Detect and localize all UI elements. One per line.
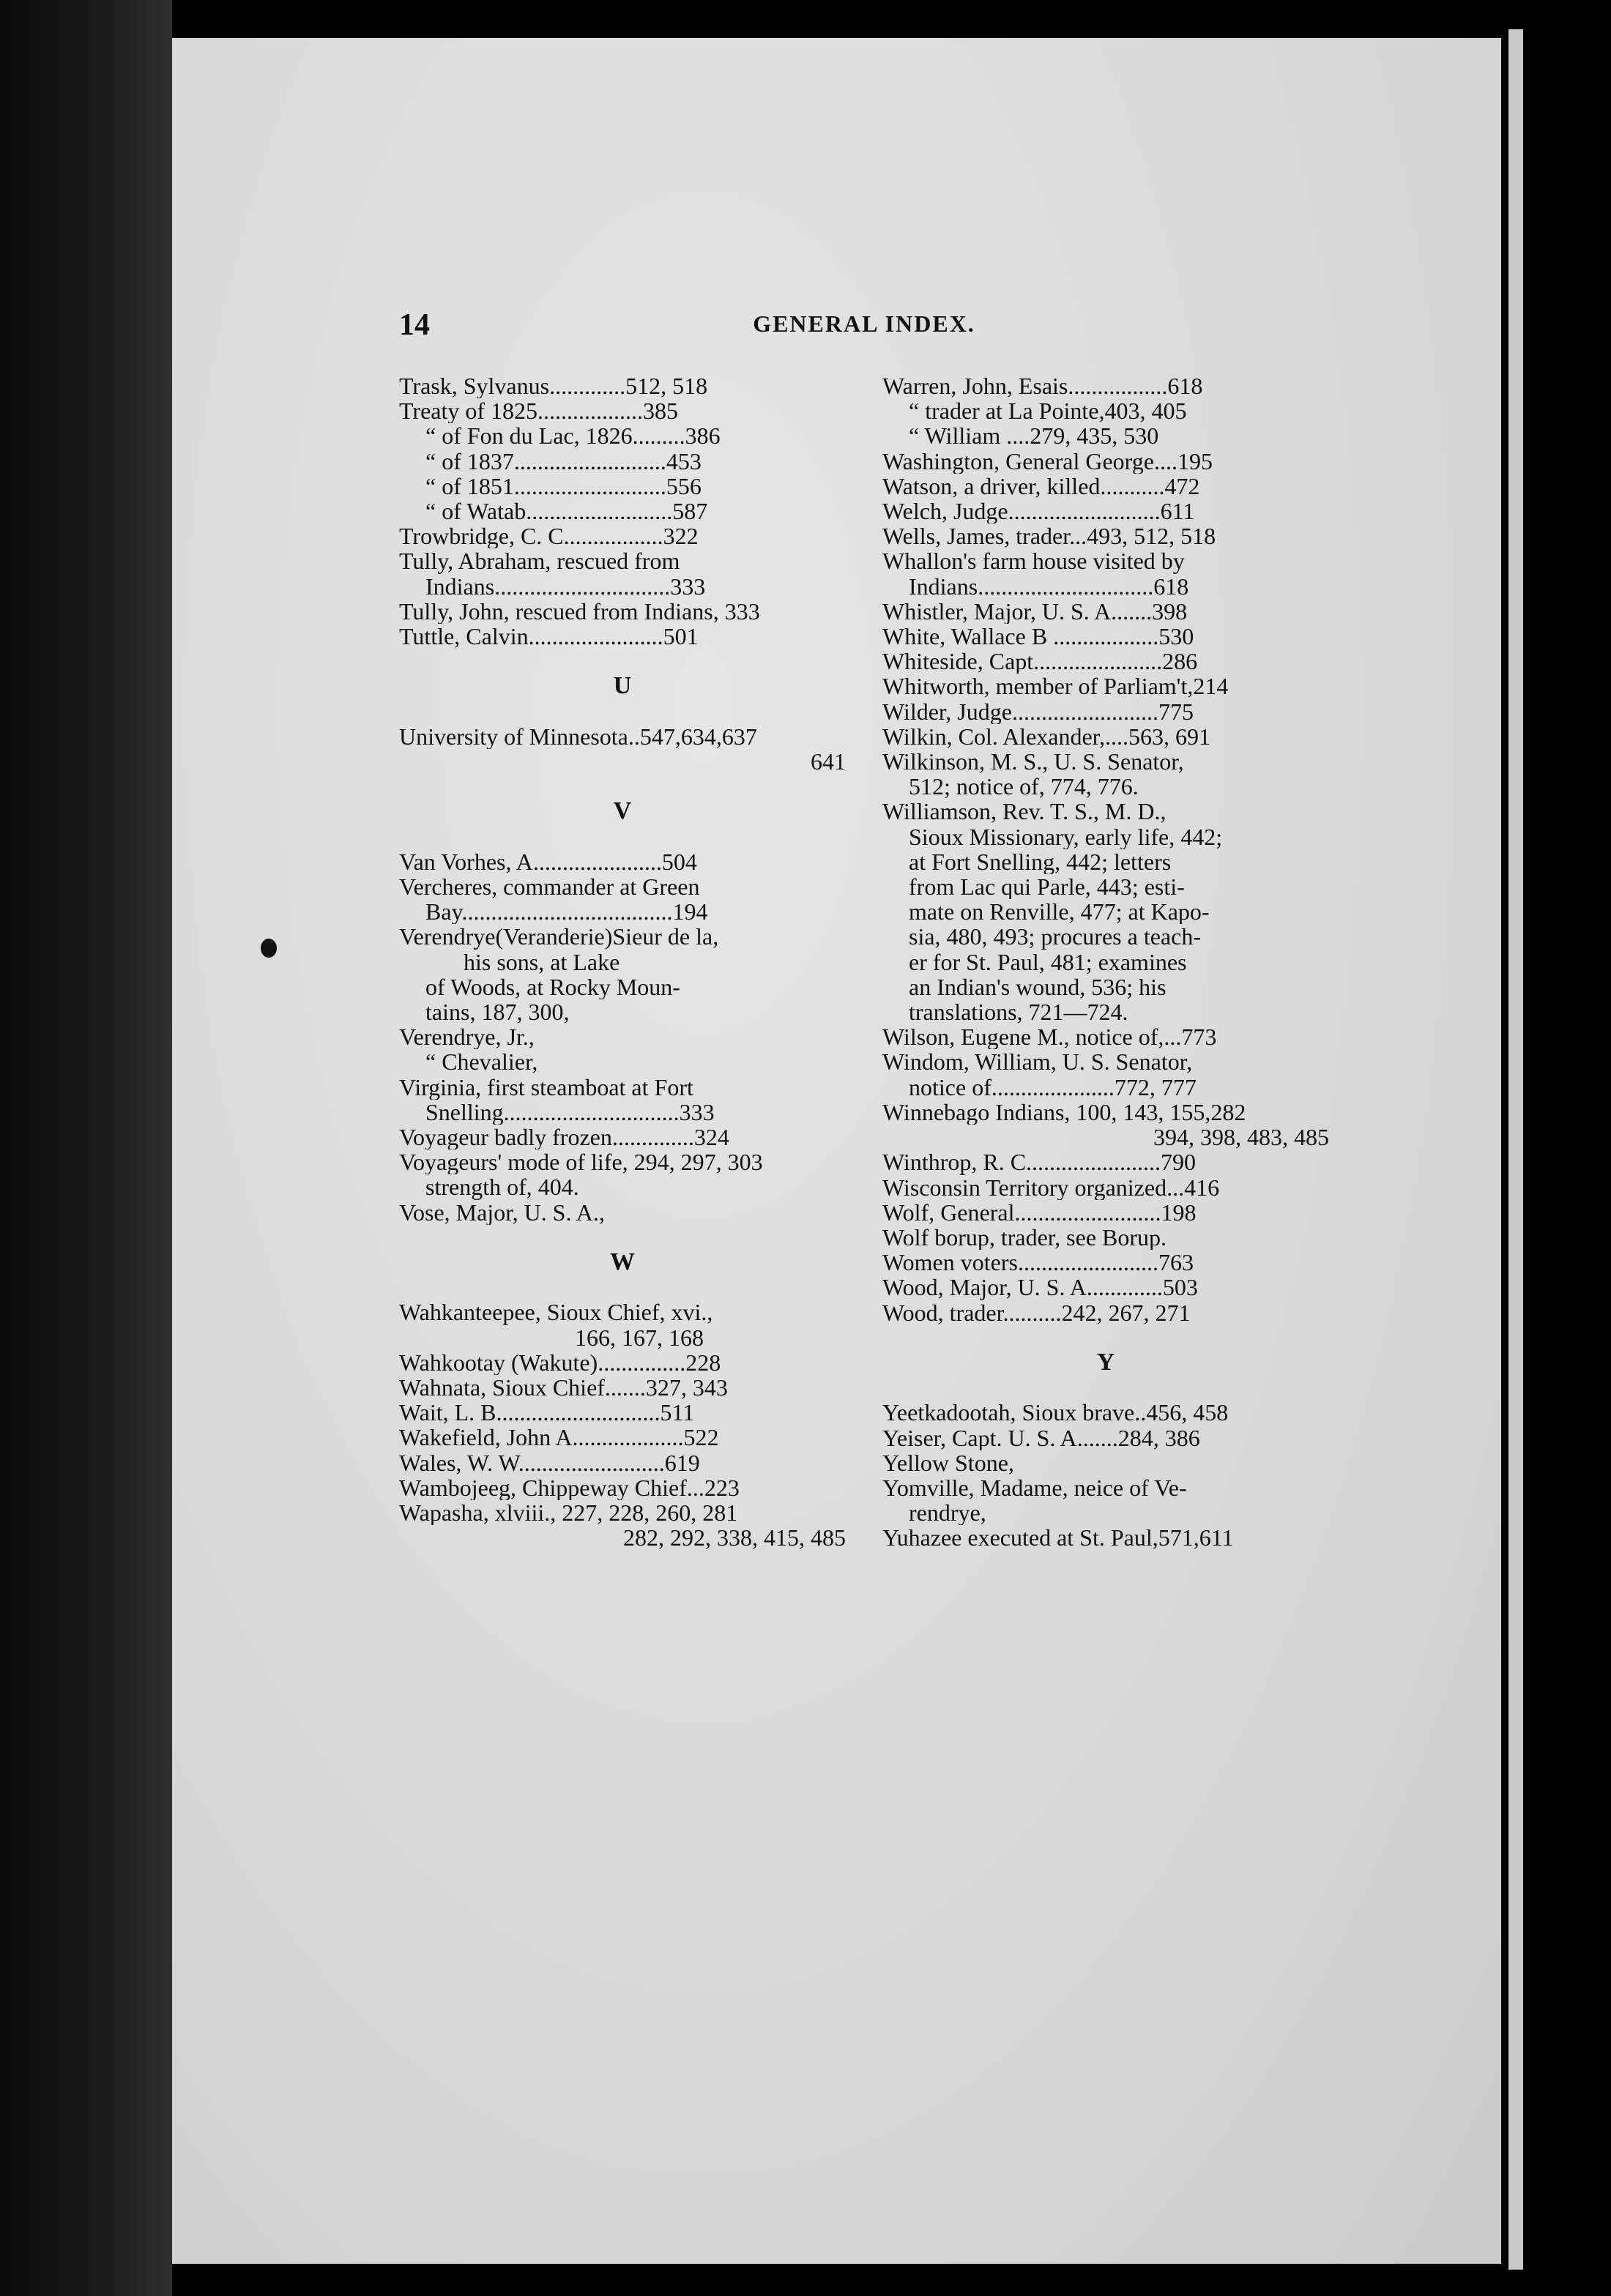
spacer: [399, 1275, 846, 1300]
index-entry: Voyageurs' mode of life, 294, 297, 303: [399, 1149, 763, 1175]
spacer: [399, 699, 846, 724]
index-entry: Wakefield, John A...................522: [399, 1425, 719, 1450]
index-entry: Vose, Major, U. S. A.,: [399, 1199, 605, 1225]
index-entry: 394, 398, 483, 485: [1153, 1125, 1329, 1150]
facing-page-edge: [1508, 29, 1523, 2270]
index-entry: Trowbridge, C. C.................322: [399, 523, 699, 549]
index-entry: Sioux Missionary, early life, 442;: [909, 824, 1223, 849]
index-entry: rendrye,: [909, 1500, 986, 1526]
index-entry: Treaty of 1825..................385: [399, 398, 679, 424]
index-entry: Tully, Abraham, rescued from: [399, 548, 680, 574]
index-column-right: [882, 373, 1329, 1551]
index-entry: Welch, Judge..........................611: [882, 499, 1195, 524]
section-letter: W: [610, 1248, 635, 1276]
index-entry: from Lac qui Parle, 443; esti-: [909, 874, 1185, 900]
index-entry: Van Vorhes, A......................504: [399, 849, 697, 874]
index-entry: of Woods, at Rocky Moun-: [425, 974, 680, 1000]
index-entry: Virginia, first steamboat at Fort: [399, 1074, 693, 1100]
index-entry: “ of Fon du Lac, 1826.........386: [425, 423, 721, 449]
spacer: [399, 649, 846, 674]
index-entry: Wales, W. W.........................619: [399, 1450, 700, 1475]
ink-spot: [261, 939, 277, 958]
index-entry: Yomville, Madame, neice of Ve-: [882, 1475, 1187, 1501]
index-entry: Tully, John, rescued from Indians, 333: [399, 598, 760, 625]
index-entry: Wisconsin Territory organized...416: [882, 1174, 1220, 1200]
index-entry: Wilkin, Col. Alexander,....563, 691: [882, 723, 1211, 750]
index-entry: 512; notice of, 774, 776.: [909, 774, 1139, 800]
index-entry: Wapasha, xlviii., 227, 228, 260, 281: [399, 1500, 738, 1526]
index-entry: Wahkanteepee, Sioux Chief, xvi.,: [399, 1300, 713, 1325]
index-entry: Indians..............................333: [425, 573, 706, 599]
index-entry: Wait, L. B............................511: [399, 1400, 695, 1425]
index-column-left: [399, 373, 846, 1550]
index-entry: White, Wallace B ..................530: [882, 624, 1194, 649]
page-title: GENERAL INDEX.: [753, 310, 975, 337]
index-entry: an Indian's wound, 536; his: [909, 974, 1167, 1000]
index-entry: Tuttle, Calvin.......................501: [399, 624, 699, 649]
index-entry: Bay....................................194: [425, 899, 708, 925]
index-entry: Yellow Stone,: [882, 1450, 1014, 1475]
index-entry: Williamson, Rev. T. S., M. D.,: [882, 799, 1167, 824]
index-entry: 166, 167, 168: [575, 1324, 704, 1350]
index-entry: at Fort Snelling, 442; letters: [909, 849, 1172, 875]
page-number: 14: [399, 308, 430, 342]
index-entry: “ Chevalier,: [425, 1049, 538, 1075]
index-entry: Wahkootay (Wakute)...............228: [399, 1349, 721, 1376]
index-entry: “ William ....279, 435, 530: [909, 423, 1159, 449]
index-entry: Windom, William, U. S. Senator,: [882, 1049, 1193, 1075]
index-entry: Yeetkadootah, Sioux brave..456, 458: [882, 1400, 1229, 1425]
index-entry: “ of 1837..........................453: [425, 448, 702, 474]
scan-left-edge: [0, 0, 172, 2296]
spacer: [882, 1325, 1329, 1350]
index-entry: Women voters........................763: [882, 1250, 1194, 1275]
index-entry: Voyageur badly frozen..............324: [399, 1125, 729, 1150]
index-entry: sia, 480, 493; procures a teach-: [909, 924, 1201, 950]
index-entry: Wells, James, trader...493, 512, 518: [882, 523, 1216, 549]
index-entry: tains, 187, 300,: [425, 999, 570, 1025]
index-entry: Whistler, Major, U. S. A.......398: [882, 598, 1188, 625]
index-entry: translations, 721—724.: [909, 999, 1128, 1025]
index-entry: Verendrye(Veranderie)Sieur de la,: [399, 924, 719, 950]
index-entry: Watson, a driver, killed...........472: [882, 473, 1200, 499]
index-entry: Wood, trader..........242, 267, 271: [882, 1300, 1191, 1325]
spacer: [399, 824, 846, 849]
index-entry: Whiteside, Capt......................286: [882, 649, 1198, 674]
index-entry: “ trader at La Pointe,403, 405: [909, 398, 1187, 424]
index-entry: Indians..............................618: [909, 573, 1189, 599]
index-entry: Whallon's farm house visited by: [882, 548, 1185, 574]
index-entry: Vercheres, commander at Green: [399, 874, 700, 900]
index-entry: mate on Renville, 477; at Kapo-: [909, 899, 1210, 925]
index-entry: er for St. Paul, 481; examines: [909, 949, 1187, 974]
index-entry: Whitworth, member of Parliam't,214: [882, 674, 1229, 699]
index-entry: University of Minnesota..547,634,637: [399, 723, 757, 750]
running-head: [399, 308, 1329, 351]
index-entry: Yeiser, Capt. U. S. A.......284, 386: [882, 1425, 1200, 1450]
index-entry: Winthrop, R. C.......................790: [882, 1149, 1197, 1175]
index-entry: Winnebago Indians, 100, 143, 155,282: [882, 1099, 1246, 1125]
index-entry: Wilson, Eugene M., notice of,...773: [882, 1024, 1217, 1050]
section-letter: U: [613, 672, 632, 700]
spacer: [882, 1375, 1329, 1400]
index-entry: Wahnata, Sioux Chief.......327, 343: [399, 1375, 728, 1401]
index-entry: Snelling..............................333: [425, 1099, 715, 1125]
index-entry: Wilder, Judge.........................775: [882, 698, 1194, 724]
index-entry: Warren, John, Esais.................618: [882, 373, 1203, 399]
index-entry: Wolf borup, trader, see Borup.: [882, 1224, 1167, 1250]
section-letter: V: [613, 797, 632, 825]
index-entry: his sons, at Lake: [464, 949, 620, 974]
index-entry: 641: [811, 749, 846, 775]
index-entry: notice of.....................772, 777: [909, 1074, 1197, 1100]
section-letter: Y: [1096, 1348, 1115, 1376]
index-entry: Yuhazee executed at St. Paul,571,611: [882, 1525, 1234, 1551]
index-entry: Verendrye, Jr.,: [399, 1024, 535, 1050]
index-entry: Washington, General George....195: [882, 448, 1213, 474]
spacer: [399, 1225, 846, 1250]
index-entry: Wilkinson, M. S., U. S. Senator,: [882, 749, 1184, 775]
index-entry: Trask, Sylvanus.............512, 518: [399, 373, 708, 399]
spacer: [399, 774, 846, 799]
index-entry: “ of 1851..........................556: [425, 473, 702, 499]
index-entry: “ of Watab.........................587: [425, 499, 708, 524]
index-entry: Wambojeeg, Chippeway Chief...223: [399, 1475, 740, 1501]
index-entry: Wolf, General.........................198: [882, 1199, 1197, 1225]
index-entry: 282, 292, 338, 415, 485: [623, 1525, 846, 1551]
index-entry: Wood, Major, U. S. A.............503: [882, 1275, 1198, 1300]
index-entry: strength of, 404.: [425, 1174, 579, 1200]
